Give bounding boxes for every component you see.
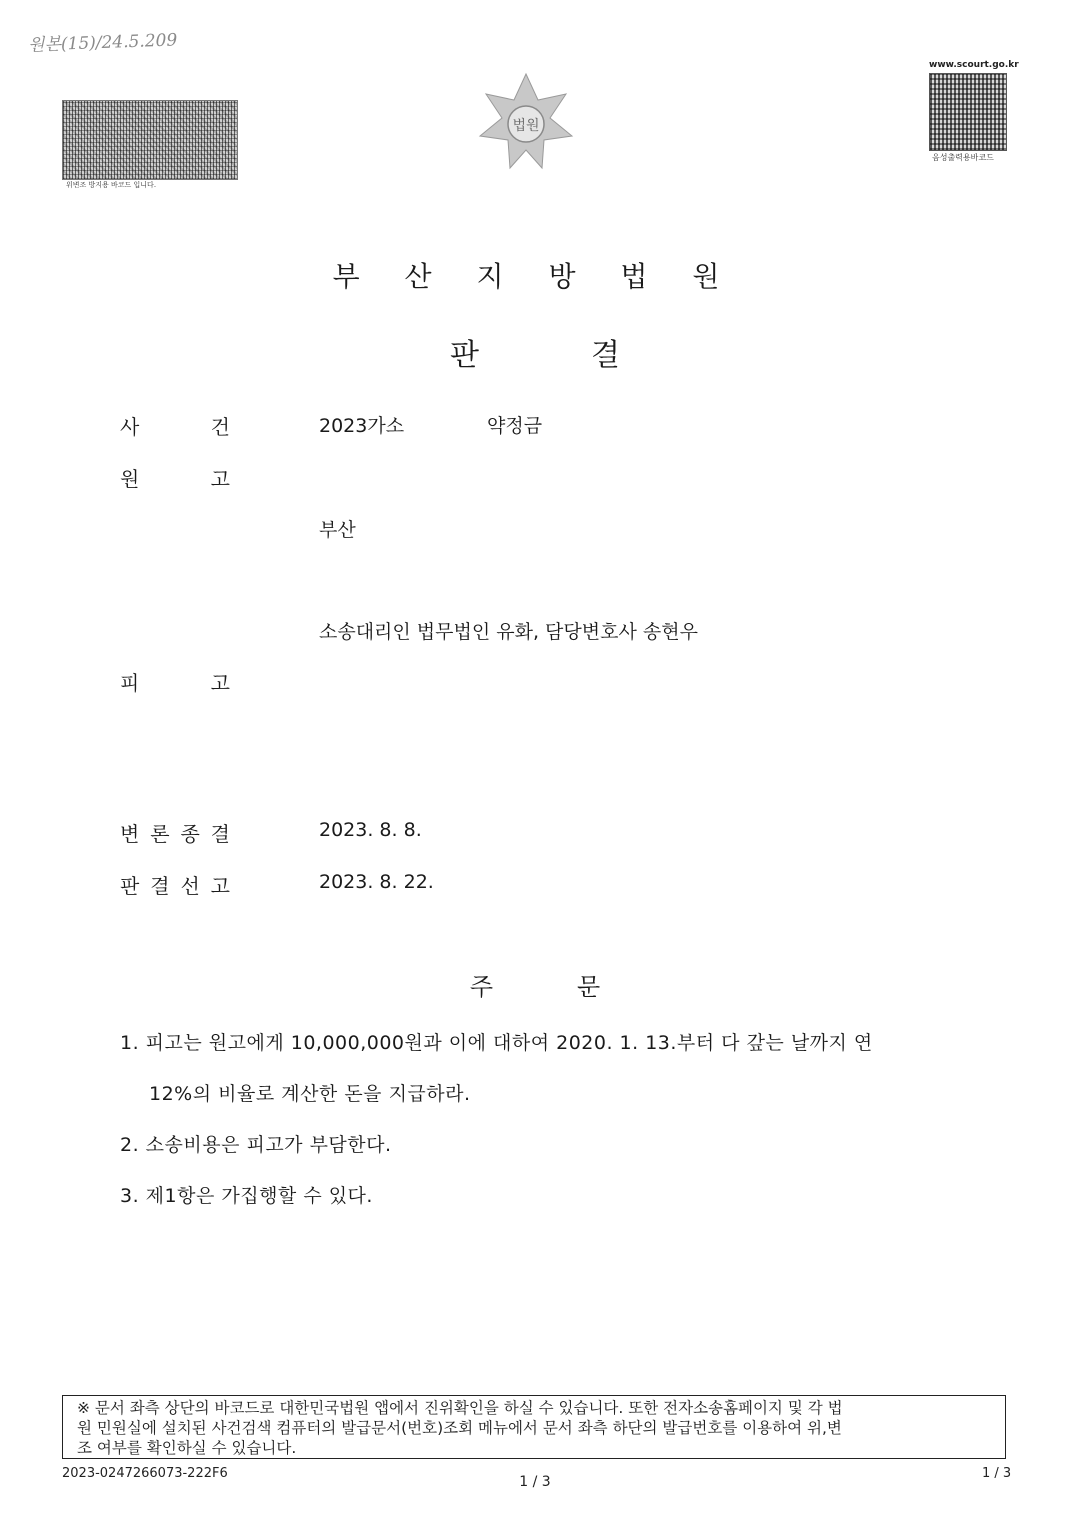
document-title <box>0 330 1070 374</box>
order-item-2: 2. 소송비용은 피고가 부담한다. <box>120 1134 392 1156</box>
voice-barcode-url: www.scourt.go.kr <box>929 60 1019 70</box>
emblem-text: 법원 <box>512 118 540 134</box>
order-title-left: 주 <box>469 973 493 1001</box>
closing-of-argument-date: 2023. 8. 8. <box>319 819 422 841</box>
page-number-center: 1 / 3 <box>519 1474 551 1490</box>
order-title <box>0 967 1070 1002</box>
voice-barcode-caption: 음성출력용바코드 <box>932 153 994 162</box>
case-number: 2023가소 <box>319 415 405 437</box>
notice-line-3: 조 여부를 확인하실 수 있습니다. <box>77 1439 297 1457</box>
order-title-right: 문 <box>577 973 601 1001</box>
case-label: 사 건 <box>120 415 230 439</box>
order-item-1-line-1: 1. 피고는 원고에게 10,000,000원과 이에 대하여 2020. 1. 13.부터 다 갚는 날까지 연 <box>120 1032 873 1054</box>
closing-of-argument-label: 변 론 종 결 <box>120 822 230 846</box>
document-number: 2023-0247266073-222F6 <box>62 1466 228 1481</box>
order-item-1-line-2: 12%의 비율로 계산한 돈을 지급하라. <box>149 1083 471 1105</box>
plaintiff-label: 원 고 <box>120 467 230 491</box>
notice-line-1: ※ 문서 좌측 상단의 바코드로 대한민국법원 앱에서 진위확인을 하실 수 있습니다. 또한 전자소송홈페이지 및 각 법 <box>77 1399 843 1417</box>
defendant-label: 피 고 <box>120 671 230 695</box>
court-emblem <box>472 70 580 178</box>
page-number-right: 1 / 3 <box>982 1466 1012 1481</box>
judgment-date-label: 판 결 선 고 <box>120 874 230 898</box>
security-barcode-caption: 위변조 방지용 바코드 입니다. <box>66 181 157 189</box>
case-name: 약정금 <box>487 415 543 437</box>
notice-line-2: 원 민원실에 설치된 사건검색 컴퓨터의 발급문서(번호)조회 메뉴에서 문서 좌측 하단의 발급번호를 이용하여 위,변 <box>77 1419 842 1437</box>
handwritten-note: 원본(15)/24.5.209 <box>27 30 178 56</box>
judgment-date: 2023. 8. 22. <box>319 871 434 893</box>
document-title-left: 판 <box>450 338 479 373</box>
court-name: 부 산 지 방 법 원 <box>332 260 738 293</box>
authenticity-notice <box>62 1395 1006 1459</box>
security-barcode <box>62 100 238 180</box>
plaintiff-attorney: 소송대리인 법무법인 유화, 담당변호사 송현우 <box>319 621 698 643</box>
voice-barcode <box>929 73 1007 151</box>
document-title-right: 결 <box>591 338 620 373</box>
order-item-3: 3. 제1항은 가집행할 수 있다. <box>120 1185 373 1207</box>
plaintiff-address: 부산 <box>319 519 356 541</box>
